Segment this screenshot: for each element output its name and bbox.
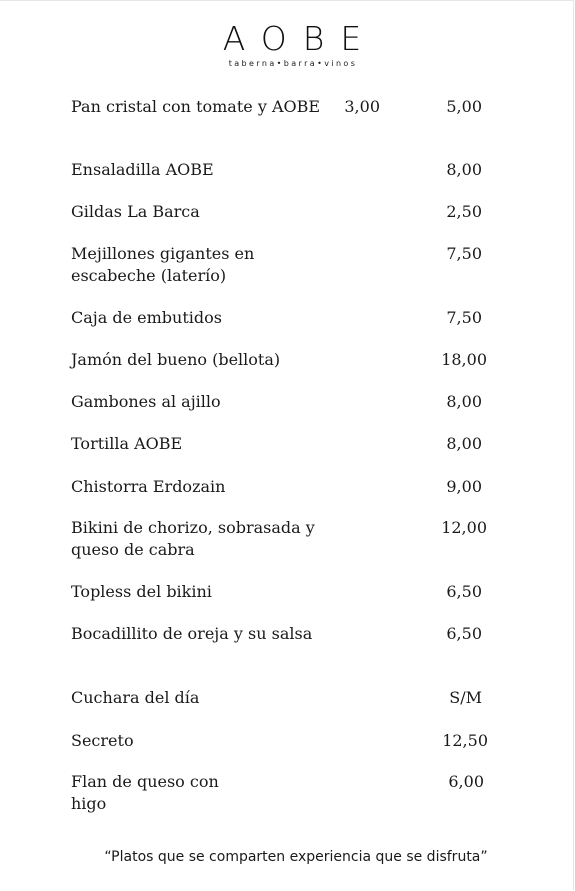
item-name: Jamón del bueno (bellota) bbox=[71, 350, 281, 369]
item-name: Secreto bbox=[71, 731, 134, 750]
logo-subtitle: taberna•barra•vinos bbox=[228, 59, 358, 68]
item-price-half: 3,00 bbox=[344, 97, 380, 116]
item-name: Pan cristal con tomate y AOBE bbox=[71, 97, 321, 116]
item-name: Topless del bikini bbox=[71, 582, 212, 601]
item-price: 12,50 bbox=[442, 731, 488, 750]
brand-logo bbox=[207, 20, 379, 69]
item-name: Bikini de chorizo, sobrasada y queso de cabra bbox=[71, 518, 315, 559]
item-price: 8,00 bbox=[446, 392, 482, 411]
item-price: 7,50 bbox=[446, 308, 482, 327]
item-price: 2,50 bbox=[446, 202, 482, 221]
item-name: Ensaladilla AOBE bbox=[71, 160, 214, 179]
item-name: Flan de queso con higo bbox=[71, 772, 219, 813]
item-price: 12,00 bbox=[441, 518, 487, 537]
item-name: Chistorra Erdozain bbox=[71, 477, 226, 496]
item-price: 8,00 bbox=[446, 434, 482, 453]
item-price: 8,00 bbox=[446, 160, 482, 179]
item-price: 6,50 bbox=[446, 582, 482, 601]
footer-quote: “Platos que se comparten experiencia que se disfruta” bbox=[104, 849, 488, 865]
item-price: 6,50 bbox=[446, 624, 482, 643]
item-name: Bocadillito de oreja y su salsa bbox=[71, 624, 313, 643]
item-name: Mejillones gigantes en escabeche (laterío) bbox=[71, 244, 255, 285]
item-name: Caja de embutidos bbox=[71, 308, 222, 327]
item-name: Gambones al ajillo bbox=[71, 392, 221, 411]
item-name: Cuchara del día bbox=[71, 688, 200, 707]
item-name: Gildas La Barca bbox=[71, 202, 200, 221]
item-price: 9,00 bbox=[446, 477, 482, 496]
item-price: S/M bbox=[449, 688, 482, 707]
item-price: 7,50 bbox=[446, 244, 482, 263]
item-price: 5,00 bbox=[446, 97, 482, 116]
item-price: 18,00 bbox=[441, 350, 487, 369]
logo-title: AOBE bbox=[222, 19, 378, 58]
item-price: 6,00 bbox=[448, 772, 484, 791]
item-name: Tortilla AOBE bbox=[71, 434, 183, 453]
